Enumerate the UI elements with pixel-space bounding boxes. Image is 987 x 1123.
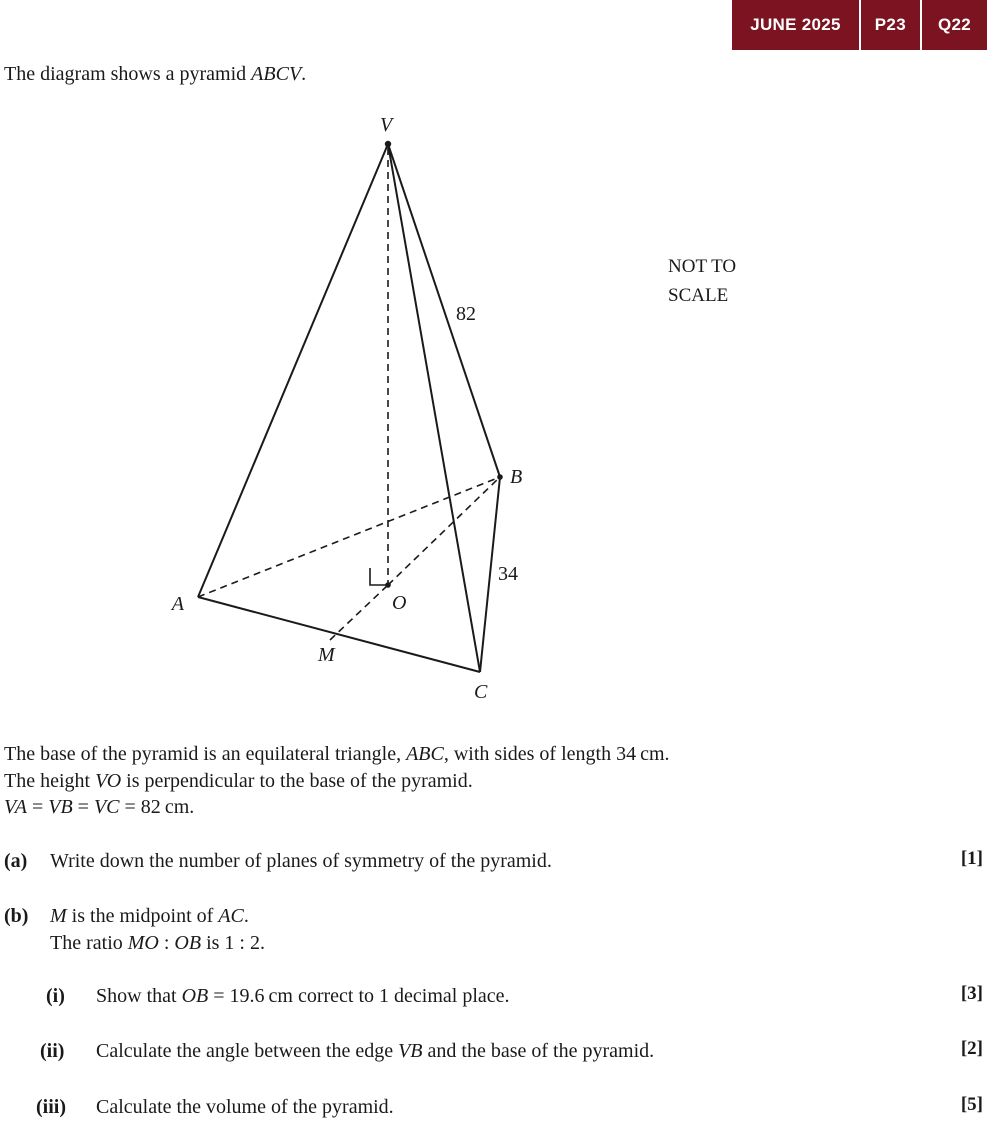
part-b-line-2 [50,932,265,954]
label-a: A [171,593,184,615]
desc-1d: cm. [640,743,670,765]
part-b-i-label: (i) [46,985,65,1007]
label-v: V [380,114,393,136]
desc-3d: = [72,796,94,818]
part-b-ii-text [96,1038,906,1065]
part-a-text: Write down the number of planes of symmetry of the pyramid. [50,850,552,872]
part-bi-e: correct to 1 decimal place. [292,985,510,1007]
part-b-line-1 [50,905,249,927]
question-part-b-iii [36,1094,906,1121]
part-b-i-marks: [3] [960,983,983,1004]
badge-paper: P23 [859,0,920,50]
apex-point [385,141,391,147]
part-b-1c: AC [218,905,244,927]
part-b-1a: M [50,905,67,927]
problem-description [4,741,670,821]
description-line-2 [4,768,670,795]
question-part-b-i [46,983,906,1010]
intro-figure-name: ABCV [251,63,302,85]
part-b-2b: MO [127,932,159,954]
pyramid-diagram [140,105,610,725]
label-b: B [510,466,523,488]
question-part-b-ii [40,1038,906,1065]
desc-3e: VC [93,796,120,818]
header-badges [732,0,987,50]
label-o: O [392,592,407,614]
pyramid-svg [140,105,610,725]
badge-session: JUNE 2025 [732,0,859,50]
right-angle-marker [370,568,388,585]
part-b-2d: OB [174,932,202,954]
pyramid-hidden-edges [198,148,500,640]
question-part-b [4,903,904,957]
note-line-2: SCALE [668,285,729,306]
part-b-ii-marks: [2] [960,1038,983,1059]
part-bi-c: = 19.6 [208,985,265,1007]
description-line-3 [4,794,670,821]
part-bii-b: VB [398,1040,423,1062]
desc-1b: ABC [406,743,444,765]
part-b-2c: : [158,932,175,954]
part-a-label: (a) [4,850,28,872]
description-line-1 [4,741,670,768]
part-bii-a: Calculate the angle between the edge [96,1040,399,1062]
part-b-2a: The ratio [50,932,128,954]
part-b-iii-marks: [5] [960,1094,983,1115]
desc-3g: cm. [164,796,195,818]
desc-3a: VA [4,796,27,818]
not-to-scale-note [668,252,736,310]
intro-text-after: . [301,63,307,85]
part-bi-b: OB [181,985,209,1007]
note-line-1: NOT TO [668,256,737,277]
part-b-text [50,903,904,957]
badge-question: Q22 [920,0,987,50]
desc-3f: = 82 [119,796,161,818]
part-bi-d: cm [268,985,293,1007]
label-c: C [474,681,488,703]
part-b-2e: is 1 : 2. [201,932,265,954]
label-base-edge-34: 34 [498,563,518,585]
part-b-i-text [96,983,906,1010]
part-b-label: (b) [4,905,29,927]
part-bii-c: and the base of the pyramid. [422,1040,655,1062]
question-part-a [4,848,904,875]
desc-2b: VO [95,769,122,792]
part-b-ii-label: (ii) [40,1040,65,1062]
vertex-b-point [497,474,503,480]
desc-3c: VB [48,796,73,818]
desc-2c: is perpendicular to the base of the pyramid. [121,769,473,792]
desc-3b: = [26,796,49,818]
desc-1c: , with sides of length 34 [443,743,637,765]
label-slant-edge-82: 82 [456,303,476,325]
part-b-iii-text: Calculate the volume of the pyramid. [96,1096,394,1118]
part-b-1b: is the midpoint of [66,905,219,927]
desc-1a: The base of the pyramid is an equilateral triangle, [4,743,407,765]
part-a-marks: [1] [960,848,983,869]
part-b-iii-label: (iii) [36,1096,66,1118]
part-b-1d: . [243,905,249,927]
part-bi-a: Show that [96,985,182,1007]
label-m: M [318,644,335,666]
intro-text [4,63,306,86]
desc-2a: The height [4,769,96,792]
pyramid-solid-edges [198,144,500,672]
intro-text-before: The diagram shows a pyramid [4,63,252,85]
